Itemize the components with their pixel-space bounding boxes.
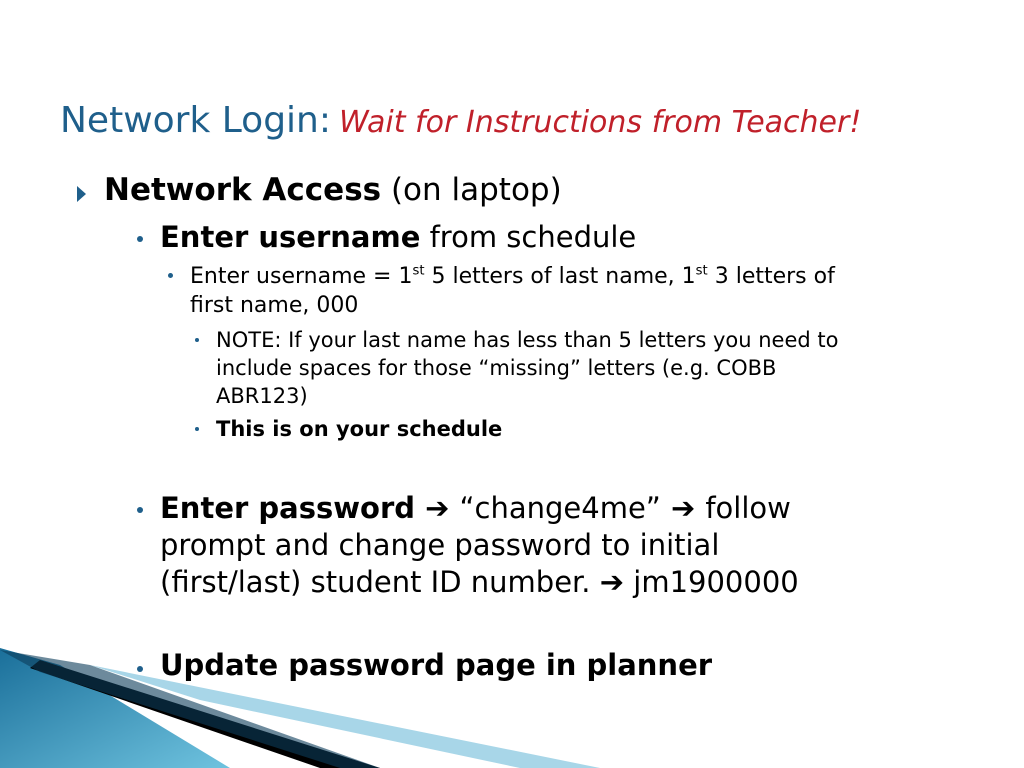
username-detail-a: Enter username = 1 <box>190 264 413 289</box>
dot-bullet-icon <box>195 427 199 431</box>
password-line3a: (first/last) student ID number. <box>160 565 600 599</box>
password-line2: prompt and change password to initial <box>160 528 720 562</box>
slide-title <box>60 100 861 141</box>
username-detail-b: 5 letters of last name, 1 <box>424 264 696 289</box>
update-password-item: Update password page in planner <box>160 648 713 682</box>
note-item <box>216 326 838 410</box>
right-arrow-icon: ➔ <box>660 491 706 525</box>
sup-st-2: st <box>695 263 708 279</box>
username-detail-c: 3 letters of <box>707 264 835 289</box>
network-access-item <box>104 172 562 208</box>
right-arrow-icon: ➔ <box>599 565 625 599</box>
enter-password-label: Enter password <box>160 491 416 525</box>
note-line3: ABR123) <box>216 384 308 408</box>
enter-username-rest: from schedule <box>420 220 637 254</box>
schedule-note: This is on your schedule <box>216 417 503 441</box>
dot-bullet-icon <box>195 338 199 342</box>
note-line2: include spaces for those “missing” letters (e.g. COBB <box>216 356 777 380</box>
username-detail-line2: first name, 000 <box>190 293 359 318</box>
network-access-label: Network Access <box>104 172 382 208</box>
enter-username-label: Enter username <box>160 220 421 254</box>
right-arrow-icon: ➔ <box>415 491 460 525</box>
enter-username-item <box>160 220 636 254</box>
sup-st-1: st <box>412 263 425 279</box>
password-rest1: follow <box>705 491 791 525</box>
dot-bullet-icon <box>137 507 143 513</box>
username-detail-item <box>190 262 835 320</box>
dot-bullet-icon <box>137 666 143 672</box>
note-line1: If your last name has less than 5 letters you need to <box>281 328 839 352</box>
arrow-bullet-icon <box>77 186 86 202</box>
network-access-rest: (on laptop) <box>381 172 562 208</box>
enter-password-item <box>160 490 799 601</box>
student-id-example: jm1900000 <box>624 565 799 599</box>
title-main: Network Login: <box>60 100 332 141</box>
title-subtitle: Wait for Instructions from Teacher! <box>339 105 862 140</box>
default-password: “change4me” <box>459 491 661 525</box>
dot-bullet-icon <box>168 273 173 278</box>
note-label: NOTE: <box>216 328 282 352</box>
dot-bullet-icon <box>137 236 143 242</box>
